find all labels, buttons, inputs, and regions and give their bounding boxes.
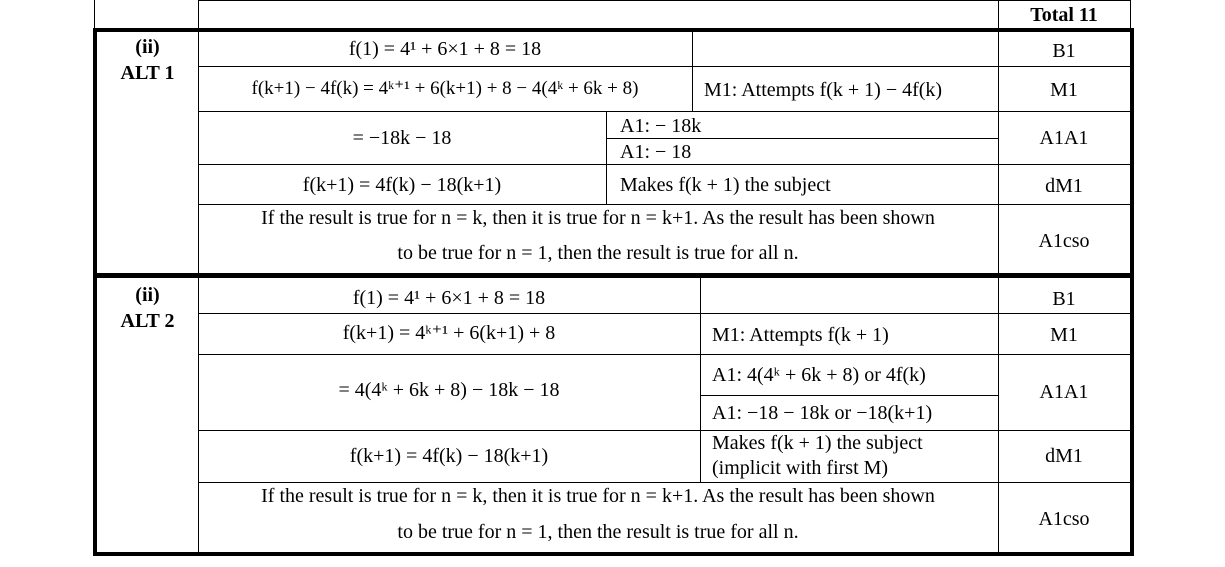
mark-code: M1 xyxy=(1050,79,1078,101)
section-border xyxy=(93,28,1134,32)
row-divider xyxy=(198,482,1130,483)
row-divider xyxy=(198,204,1130,205)
conclusion-line: If the result is true for n = k, then it is true for n = k+1. As the result has been shown xyxy=(261,207,935,229)
section-border xyxy=(93,552,1134,556)
row-divider xyxy=(606,138,998,139)
marking-note: A1: − 18k xyxy=(620,115,702,137)
marking-note: Makes f(k + 1) the subject xyxy=(712,432,923,454)
mark-code: A1A1 xyxy=(1039,127,1089,149)
marking-note: A1: − 18 xyxy=(620,141,692,163)
conclusion-line: to be true for n = 1, then the result is true for all n. xyxy=(397,242,799,264)
working-line: = −18k − 18 xyxy=(352,127,452,149)
row-divider xyxy=(198,313,1130,314)
mark-code: B1 xyxy=(1052,40,1076,62)
mark-code: A1cso xyxy=(1038,230,1090,252)
working-line: = 4(4ᵏ + 6k + 8) − 18k − 18 xyxy=(338,379,560,401)
marking-note: (implicit with first M) xyxy=(712,457,889,479)
conclusion-line: to be true for n = 1, then the result is true for all n. xyxy=(397,521,799,543)
mark-code: dM1 xyxy=(1045,445,1083,467)
column-divider xyxy=(700,278,701,482)
marking-note: A1: −18 − 18k or −18(k+1) xyxy=(712,402,933,424)
row-divider xyxy=(198,164,1130,165)
conclusion-line: If the result is true for n = k, then it is true for n = k+1. As the result has been shown xyxy=(261,485,935,507)
section-border xyxy=(1130,28,1134,556)
working-line: f(k+1) = 4f(k) − 18(k+1) xyxy=(302,174,502,196)
working-line: f(1) = 4¹ + 6×1 + 8 = 18 xyxy=(348,38,542,60)
marking-note: M1: Attempts f(k + 1) − 4f(k) xyxy=(704,79,943,101)
header-top-border xyxy=(198,0,1131,1)
section-border xyxy=(93,273,1134,278)
column-divider xyxy=(692,32,693,111)
column-divider xyxy=(606,111,607,204)
mark-code: M1 xyxy=(1050,324,1078,346)
mark-code: B1 xyxy=(1052,288,1076,310)
working-line: f(k+1) = 4f(k) − 18(k+1) xyxy=(349,445,549,467)
table-border-right-top xyxy=(1130,0,1131,30)
row-divider xyxy=(198,66,1130,67)
alt-label: ALT 2 xyxy=(120,310,175,332)
marking-note: A1: 4(4ᵏ + 6k + 8) or 4f(k) xyxy=(712,364,926,386)
row-divider xyxy=(198,430,1130,431)
working-line: f(k+1) = 4ᵏ⁺¹ + 6(k+1) + 8 xyxy=(342,322,556,344)
alt-label: ALT 1 xyxy=(120,62,175,84)
total-marks: Total 11 xyxy=(1030,4,1098,26)
row-divider xyxy=(700,395,998,396)
working-line: f(k+1) − 4f(k) = 4ᵏ⁺¹ + 6(k+1) + 8 − 4(4ᵏ + 6k + 8) xyxy=(251,78,639,99)
marking-note: M1: Attempts f(k + 1) xyxy=(712,324,889,346)
marking-note: Makes f(k + 1) the subject xyxy=(620,174,831,196)
row-divider xyxy=(198,354,1130,355)
mark-code: A1cso xyxy=(1038,508,1090,530)
part-label: (ii) xyxy=(135,36,160,58)
part-label: (ii) xyxy=(135,284,160,306)
table-border-left-top xyxy=(94,0,95,30)
mark-code: dM1 xyxy=(1045,175,1083,197)
mark-code: A1A1 xyxy=(1039,381,1089,403)
row-divider xyxy=(198,111,1130,112)
working-line: f(1) = 4¹ + 6×1 + 8 = 18 xyxy=(352,287,546,309)
